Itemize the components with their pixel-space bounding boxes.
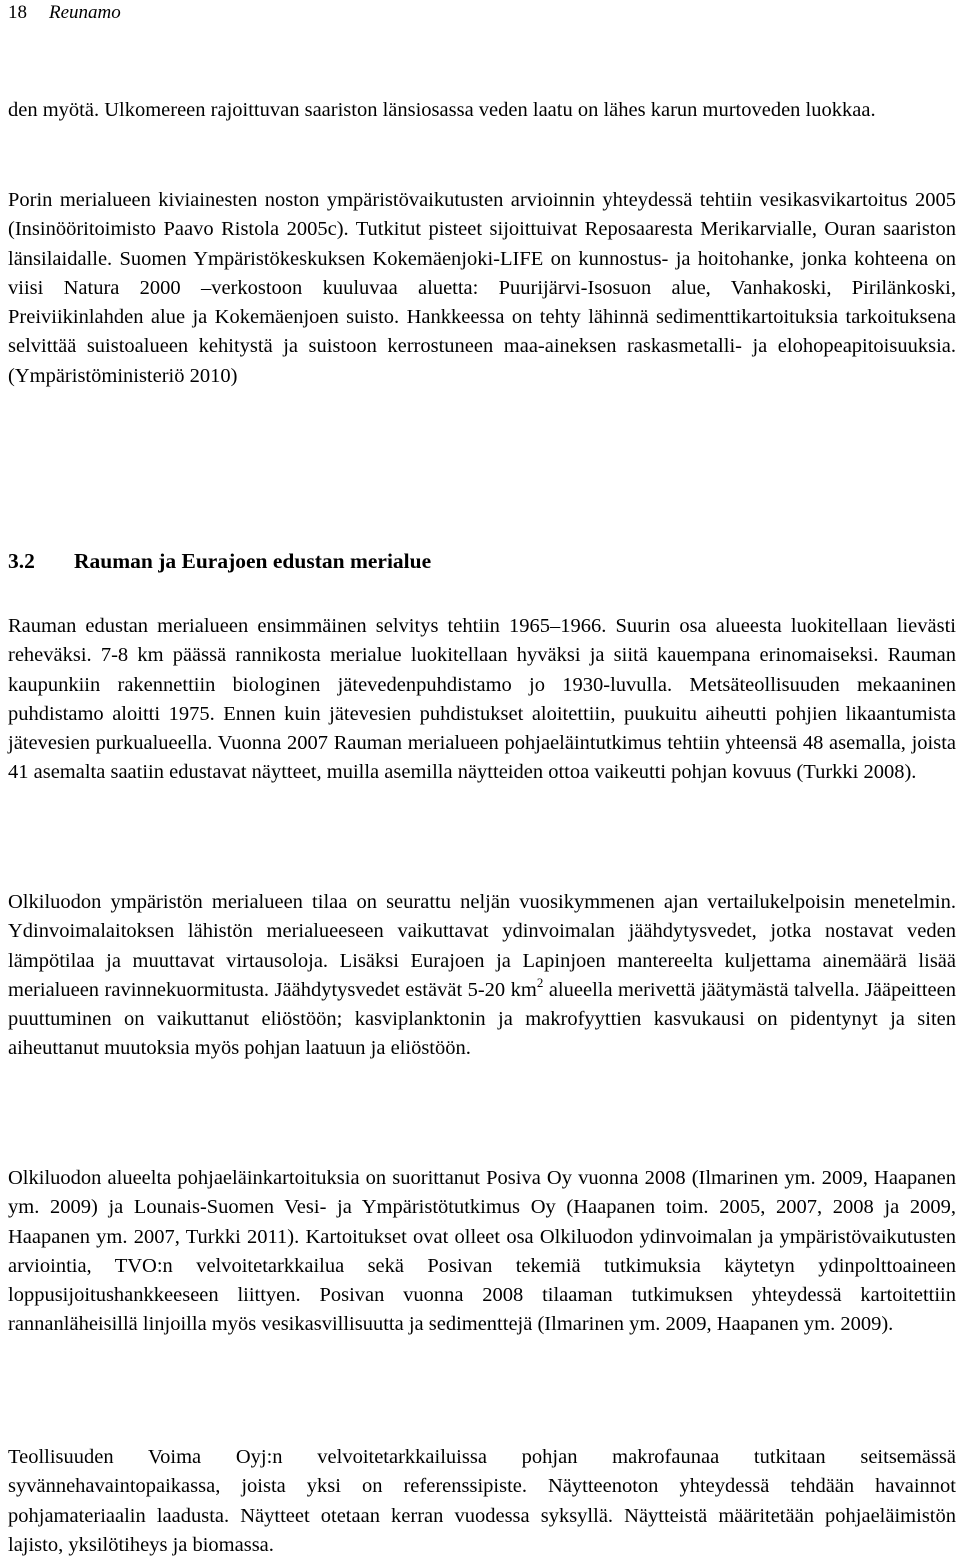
paragraph-olkiluoto-text-a: Olkiluodon ympäristön merialueen tilaa on seurattu neljän vuosikymmenen ajan vertailukelpoisin menetelmin. Ydinvoimalaitoksen lähistön merialueeseen vaikuttavat ydinvoimalan jäähdytysvedet, jotka nostavat veden lämpötilaa ja muuttavat virtausoloja. Lisäksi Eurajoen ja Lapinjoen mantereelta kuljettama ainemäärä lisää merialueen ravinnekuormitusta. Jäähdytysvedet estävät 5-20 km: [8, 891, 956, 1001]
page-number: 18: [8, 2, 27, 23]
running-title: Reunamo: [49, 2, 121, 23]
running-header: [8, 0, 121, 26]
superscript-two: 2: [536, 974, 544, 990]
paragraph-tvo-monitoring: Teollisuuden Voima Oyj:n velvoitetarkkailuissa pohjan makrofaunaa tutkitaan seitsemässä syvännehavaintopaikassa, joista yksi on referenssipiste. Näytteenoton yhteydessä tehdään havainnot pohjamateriaalin laadusta. Näytteet otetaan kerran vuodessa syksyllä. Näytteistä määritetään pohjaeläimistön lajisto, yksilötiheys ja biomassa.: [8, 1446, 956, 1556]
paragraph-rauma-sea-area: Rauman edustan merialueen ensimmäinen selvitys tehtiin 1965–1966. Suurin osa alueesta luokitellaan lievästi reheväksi. 7-8 km päässä rannikosta merialue luokitellaan hyväksi ja siitä kauempana erinomaiseksi. Rauman kaupunkiin rakennettiin biologinen jätevedenpuhdistamo jo 1930-luvulla. Metsäteollisuuden mekaaninen puhdistamo aloitti 1975. Ennen kuin jätevesien puhdistukset aloitettiin, puukuitu aiheutti pohjien likaantumista jätevesien purkualueella. Vuonna 2007 Rauman merialueen pohjaeläintutkimus tehtiin yhteensä 48 asemalla, joista 41 asemalta saatiin edustavat näytteet, muilla asemilla näytteiden ottoa vaikeutti pohjan kovuus (Turkki 2008).: [8, 615, 956, 784]
paragraph-olkiluoto-environment: [8, 888, 956, 1064]
paragraph-olkiluoto-benthic-surveys: Olkiluodon alueelta pohjaeläinkartoituksia on suorittanut Posiva Oy vuonna 2008 (Ilmarinen ym. 2009, Haapanen ym. 2009) ja Lounais-Suomen Vesi- ja Ympäristötutkimus Oy (Haapanen toim. 2005, 2007, 2008 ja 2009, Haapanen ym. 2007, Turkki 2011). Kartoitukset ovat olleet osa Olkiluodon ydinvoimalan ja ympäristövaikutusten arviointia, TVO:n velvoitetarkkailua sekä Posivan tekemiä tutkimuksia käytetyn ydinpolttoaineen loppusijoitushankkeeseen liittyen. Posivan vuonna 2008 tilaaman tutkimuksen yhteydessä kartoitettiin rannanläheisillä linjoilla myös vesikasvillisuutta ja sedimenttejä (Ilmarinen ym. 2009, Haapanen ym. 2009).: [8, 1167, 956, 1336]
section-number: 3.2: [8, 549, 35, 573]
paragraph-continued: den myötä. Ulkomereen rajoittuvan saariston länsiosassa veden laatu on lähes karun murtoveden luokkaa.: [8, 99, 876, 121]
section-heading: [8, 546, 956, 576]
paragraph-olkiluoto-text-b: alueella merivettä jäätymästä talvella. Jääpeitteen puuttuminen on vaikuttanut eliöstöön; kasviplanktonin ja makrofyyttien kasvukausi on pidentynyt ja siten aiheuttanut muutoksia myös pohjan laatuun ja eliöstöön.: [8, 978, 956, 1060]
section-title: Rauman ja Eurajoen edustan merialue: [74, 549, 432, 573]
paragraph-pori-sea-area: Porin merialueen kiviainesten noston ympäristövaikutusten arvioinnin yhteydessä tehtiin vesikasvikartoitus 2005 (Insinööritoimisto Paavo Ristola 2005c). Tutkitut pisteet sijoittuivat Reposaaresta Merikarvialle, Ouran saariston länsilaidalle. Suomen Ympäristökeskuksen Kokemäenjoki-LIFE on kunnostus- ja hoitohanke, jonka kohteena on viisi Natura 2000 –verkostoon kuuluvaa aluetta: Puurijärvi-Isosuon alue, Vanhakoski, Pirilänkoski, Preiviikinlahden alue ja Kokemäenjoen suisto. Hankkeessa on tehty lähinnä sedimenttikartoituksia tarkoituksena selvittää suistoalueen kehitystä ja suistoon kerrostuneen maa-aineksen raskasmetalli- ja elohopeapitoisuuksia. (Ympäristöministeriö 2010): [8, 189, 956, 387]
